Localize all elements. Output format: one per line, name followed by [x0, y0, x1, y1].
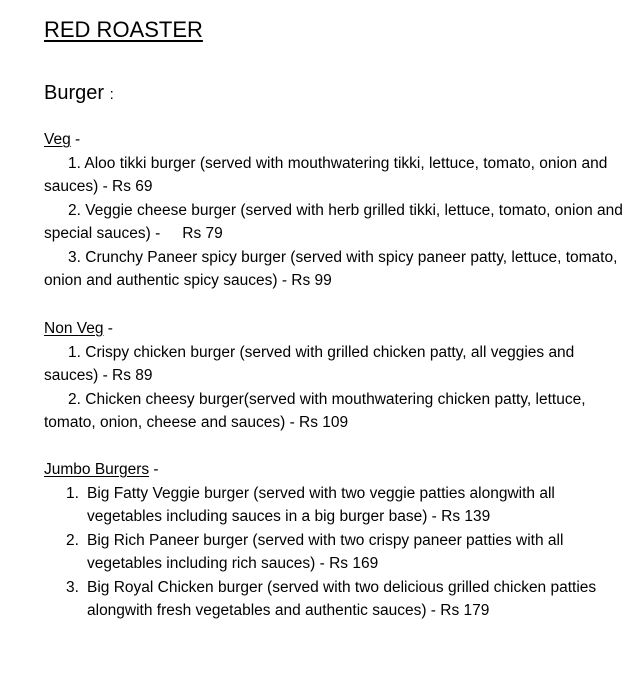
item-number: 3.: [66, 578, 79, 596]
category-heading: [44, 80, 114, 108]
non-veg-label-text: Non Veg: [44, 320, 104, 337]
category-name: Burger: [44, 82, 105, 104]
item-number: 2.: [68, 201, 81, 219]
item-price: Rs 79: [182, 225, 223, 242]
item-number: 2.: [66, 531, 79, 549]
item-text: Big Fatty Veggie burger (served with two veggie patties alongwith all vegetables including sauces in a big burger base) - Rs 139: [87, 484, 555, 525]
item-text: Crispy chicken burger (served with grilled chicken patty, all veggies and sauces) - Rs 89: [44, 343, 575, 384]
list-item: [44, 529, 624, 576]
list-item: [44, 341, 624, 388]
list-item: [44, 482, 624, 529]
jumbo-label-suffix: -: [149, 461, 159, 478]
non-veg-section: [44, 317, 624, 435]
non-veg-label-suffix: -: [103, 320, 113, 337]
veg-label-text: Veg: [44, 131, 71, 148]
list-item: [44, 199, 624, 246]
item-number: 1.: [68, 343, 81, 361]
jumbo-list: [44, 482, 624, 623]
veg-section-label: [44, 128, 624, 152]
jumbo-section-label: [44, 458, 624, 482]
list-item: [44, 246, 624, 293]
item-number: 1.: [68, 154, 81, 172]
veg-label-suffix: -: [70, 131, 81, 148]
restaurant-title: RED ROASTER: [44, 17, 203, 42]
item-text: Aloo tikki burger (served with mouthwatering tikki, lettuce, tomato, onion and sauces) - Rs 69: [44, 154, 608, 195]
item-number: 1.: [66, 484, 79, 502]
category-colon: :: [109, 86, 114, 103]
jumbo-section: [44, 458, 624, 623]
list-item: [44, 576, 624, 623]
jumbo-label-text: Jumbo Burgers: [44, 461, 150, 478]
item-text: Big Rich Paneer burger (served with two crispy paneer patties with all vegetables including rich sauces) - Rs 169: [87, 531, 564, 572]
non-veg-section-label: [44, 317, 624, 341]
item-text: Chicken cheesy burger(served with mouthwatering chicken patty, lettuce, tomato, onion, cheese and sauces) - Rs 109: [44, 390, 586, 431]
item-text: Veggie cheese burger (served with herb grilled tikki, lettuce, tomato, onion and special sauces) -: [44, 201, 623, 242]
item-text: Big Royal Chicken burger (served with two delicious grilled chicken patties alongwith fresh vegetables and authentic sauces) - Rs 179: [87, 578, 597, 619]
item-number: 2.: [68, 390, 81, 408]
list-item: [44, 152, 624, 199]
item-text: Crunchy Paneer spicy burger (served with spicy paneer patty, lettuce, tomato, onion and authentic spicy sauces) - Rs 99: [44, 248, 618, 289]
veg-section: [44, 128, 624, 293]
list-item: [44, 388, 624, 435]
item-number: 3.: [68, 248, 81, 266]
